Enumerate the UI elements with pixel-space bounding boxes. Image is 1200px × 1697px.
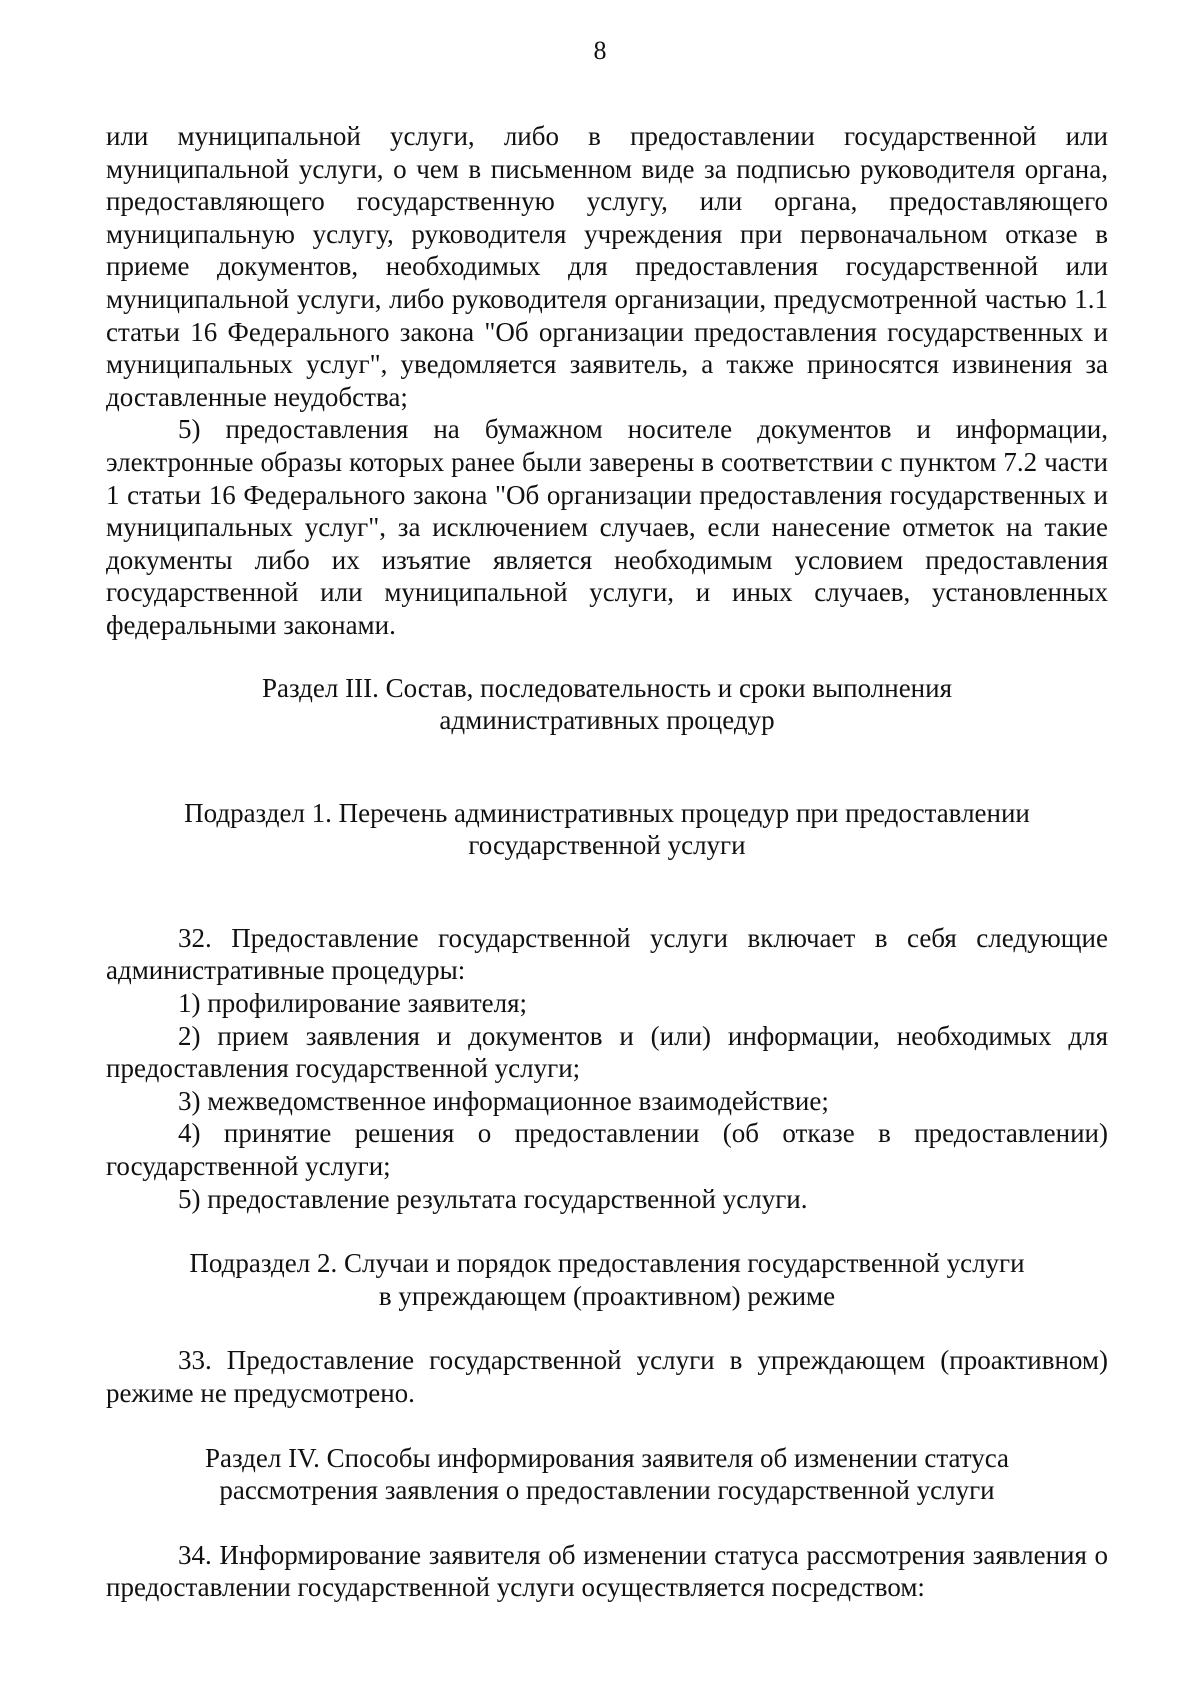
section-4-heading-line-1: Раздел IV. Способы информирования заявителя об изменении статуса	[205, 1442, 1009, 1473]
subsection-2-heading-line-2: в упреждающем (проактивном) режиме	[378, 1280, 836, 1311]
paragraph-32-item-4: 4) принятие решения о предоставлении (об отказе в предоставлении) государственной услуги;	[106, 1118, 1108, 1182]
page-number: 8	[593, 36, 607, 65]
section-4-heading-line-2: рассмотрения заявления о предоставлении государственной услуги	[219, 1475, 995, 1506]
paragraph-continuation: или муниципальной услуги, либо в предоставлении государственной или муниципальной услуги, о чем в письменном виде за подписью руководителя органа, предоставляющего государственную услугу, или органа, предоставляющего муниципальную услугу, руководителя учреждения при первоначальном отказе в приеме документов, необходимых для предоставления государственной или муниципальной услуги, либо руководителя организации, предусмотренной частью 1.1 статьи 16 Федерального закона "Об организации предоставления государственных и муниципальных услуг", уведомляется заявитель, а также приносятся извинения за доставленные неудобства;	[106, 121, 1108, 412]
paragraph-33: 33. Предоставление государственной услуги в упреждающем (проактивном) режиме не предусмотрено.	[106, 1345, 1108, 1408]
list-item-5: 5) предоставления на бумажном носителе документов и информации, электронные образы которых ранее были заверены в соответствии с пунктом 7.2 части 1 статьи 16 Федерального закона "Об организации предоставления государственных и муниципальных услуг", за исключением случаев, если нанесение отметок на такие документы либо их изъятие является необходимым условием предоставления государственной или муниципальной услуги, и иных случаев, установленных федеральными законами.	[106, 414, 1108, 640]
paragraph-32-item-1: 1) профилирование заявителя;	[178, 988, 528, 1019]
paragraph-32-item-5: 5) предоставление результата государственной услуги.	[178, 1183, 808, 1214]
section-3-heading-line-2: административных процедур	[439, 705, 775, 736]
paragraph-32-item-2: 2) прием заявления и документов и (или) информации, необходимых для предоставления государственной услуги;	[106, 1020, 1108, 1084]
paragraph-34: 34. Информирование заявителя об изменении статуса рассмотрения заявления о предоставлении государственной услуги осуществляется посредством:	[106, 1539, 1108, 1603]
paragraph-32: 32. Предоставление государственной услуги включает в себя следующие административные процедуры:	[106, 922, 1108, 986]
section-3-heading-line-1: Раздел III. Состав, последовательность и сроки выполнения	[262, 672, 952, 703]
document-body	[106, 120, 1108, 1604]
subsection-2-heading-line-1: Подраздел 2. Случаи и порядок предоставления государственной услуги	[189, 1248, 1025, 1279]
subsection-1-heading-line-2: государственной услуги	[468, 830, 746, 861]
subsection-1-heading-line-1: Подраздел 1. Перечень административных процедур при предоставлении	[184, 797, 1030, 828]
paragraph-32-item-3: 3) межведомственное информационное взаимодействие;	[178, 1085, 829, 1116]
